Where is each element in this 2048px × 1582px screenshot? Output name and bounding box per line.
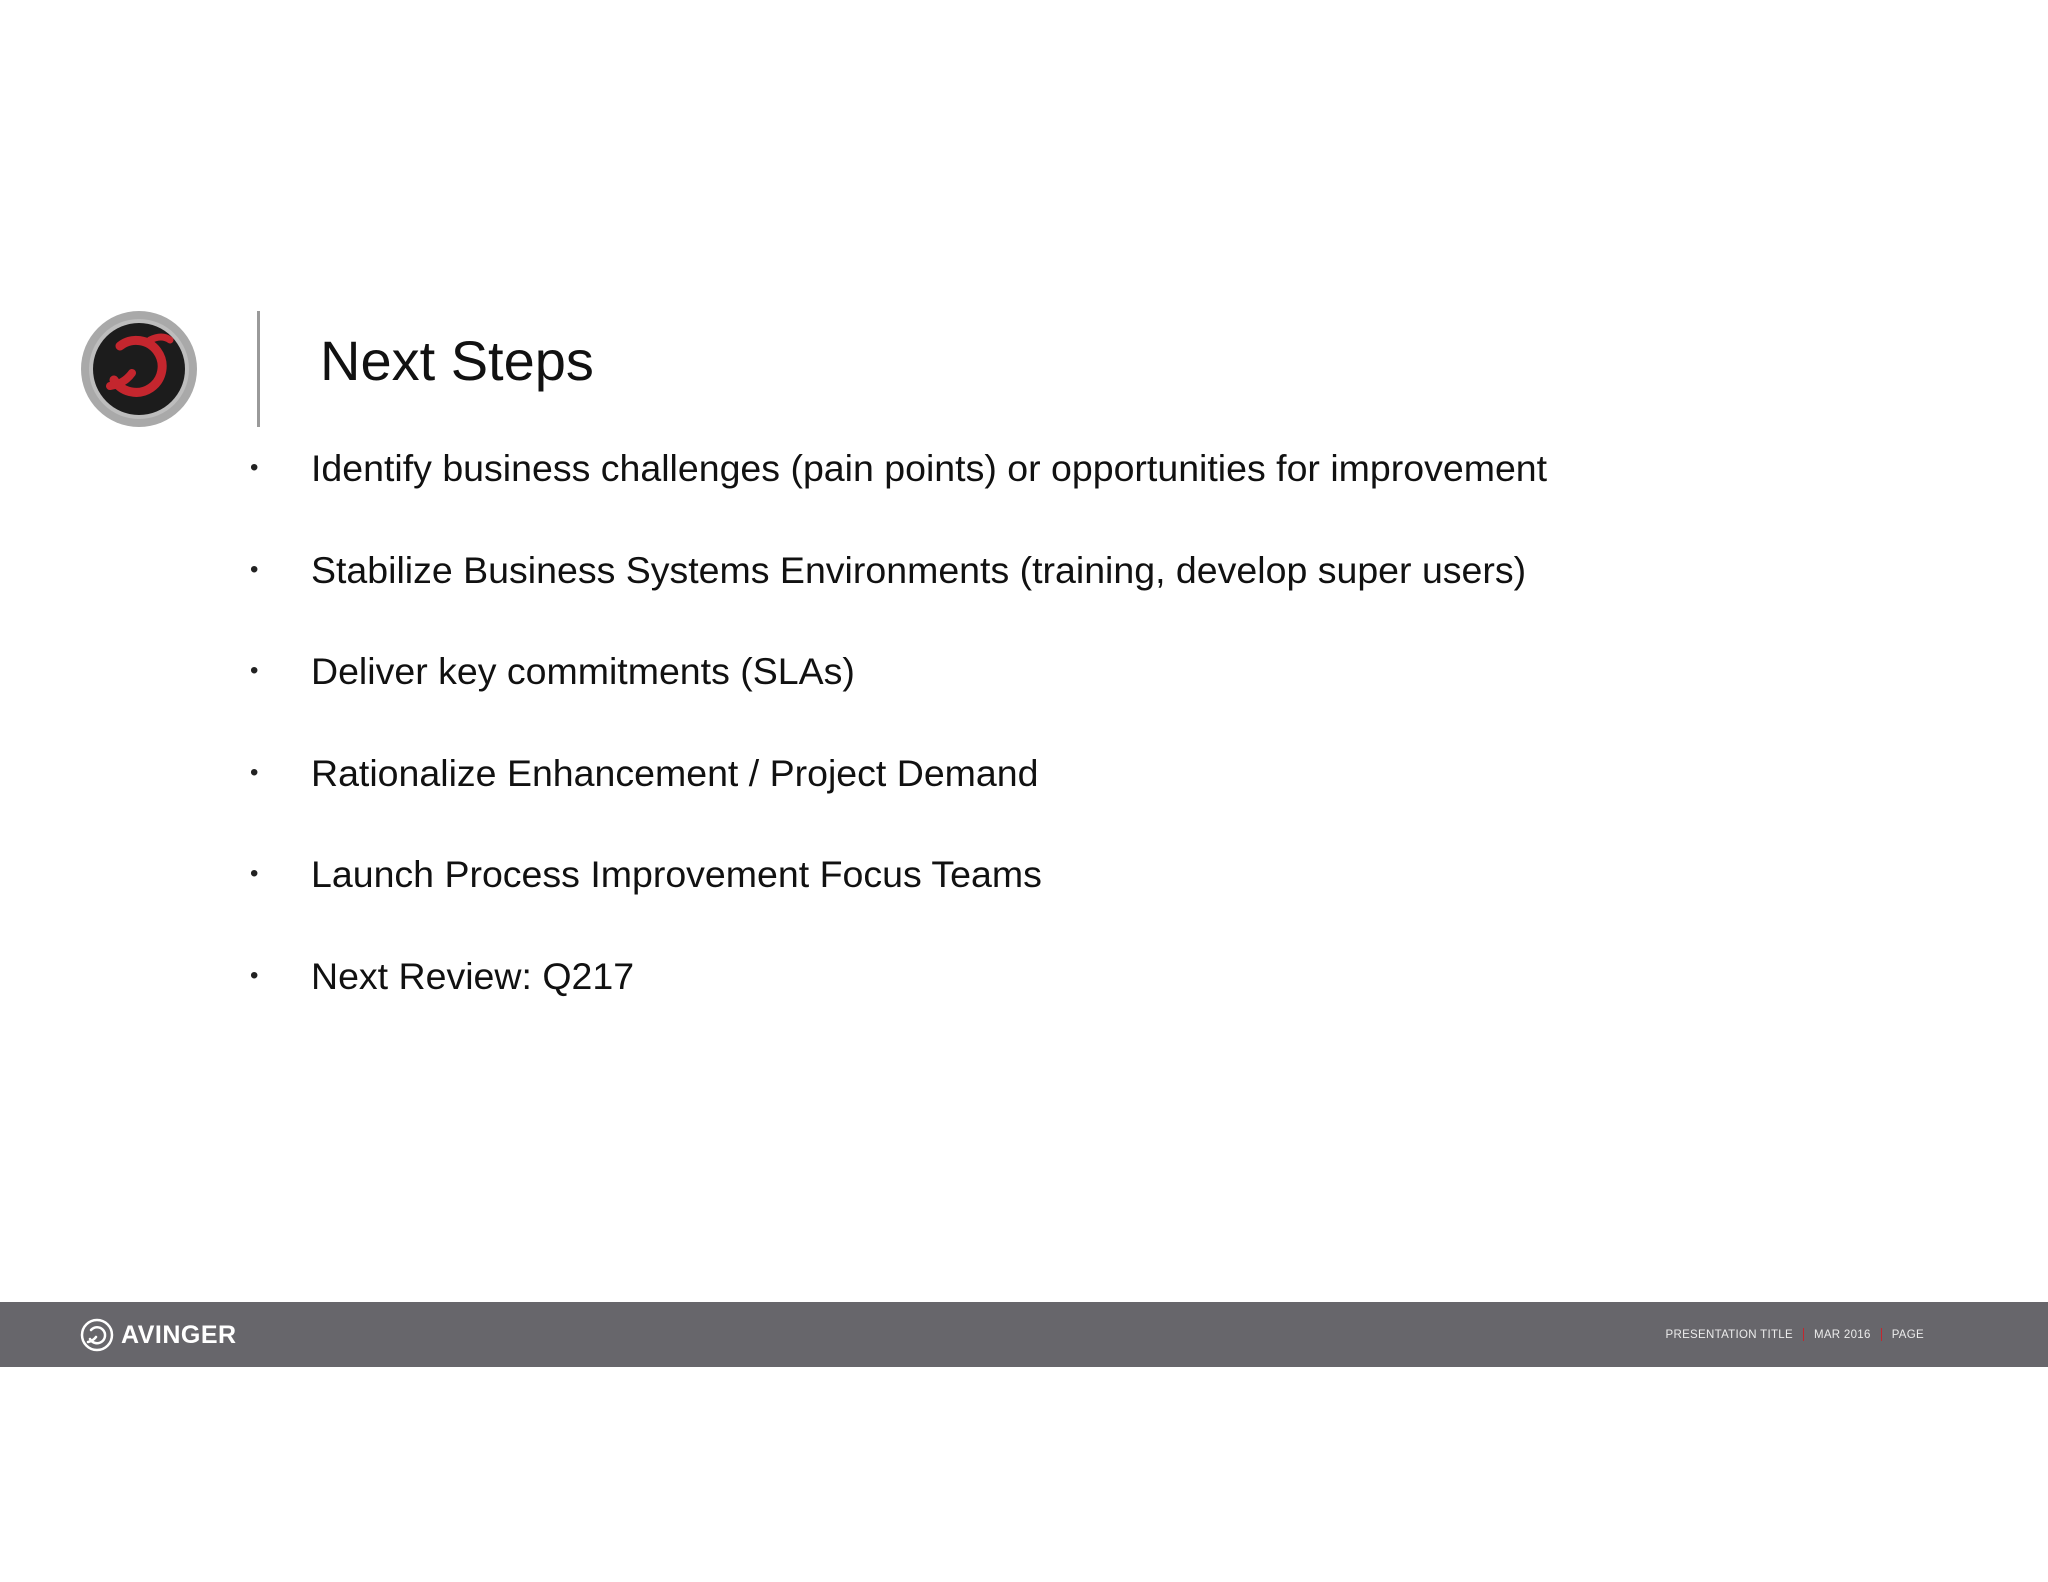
avinger-emblem-icon [80, 310, 198, 428]
bullet-marker: • [250, 961, 259, 989]
bullet-text: Deliver key commitments (SLAs) [311, 650, 855, 692]
bullet-marker: • [250, 555, 259, 583]
bullet-marker: • [250, 860, 259, 887]
footer-brand [80, 1317, 237, 1353]
bullet-text: Rationalize Enhancement / Project Demand [311, 751, 1039, 794]
page-label: PAGE [1891, 1328, 1924, 1341]
bullet-marker: • [250, 758, 259, 786]
footer-meta [1666, 1302, 1925, 1367]
presentation-date: MAR 2016 [1813, 1328, 1871, 1341]
slide-title: Next Steps [320, 329, 594, 392]
bullet-text: Stabilize Business Systems Environments (training, develop super users) [311, 548, 1527, 591]
bullet-text: Next Review: Q217 [311, 954, 635, 997]
avinger-logo-icon [80, 1318, 114, 1352]
bullet-text: Identify business challenges (pain points) or opportunities for improvement [311, 447, 1548, 489]
brand-name: AVINGER [121, 1320, 237, 1349]
title-divider [257, 311, 260, 427]
bullet-marker: • [250, 454, 259, 481]
bullet-marker: • [250, 657, 259, 684]
bullet-text: Launch Process Improvement Focus Teams [311, 853, 1042, 895]
footer-separator [1803, 1328, 1804, 1341]
footer-separator [1881, 1328, 1882, 1341]
presentation-title: PRESENTATION TITLE [1665, 1328, 1793, 1341]
footer-bar [0, 1302, 2048, 1367]
